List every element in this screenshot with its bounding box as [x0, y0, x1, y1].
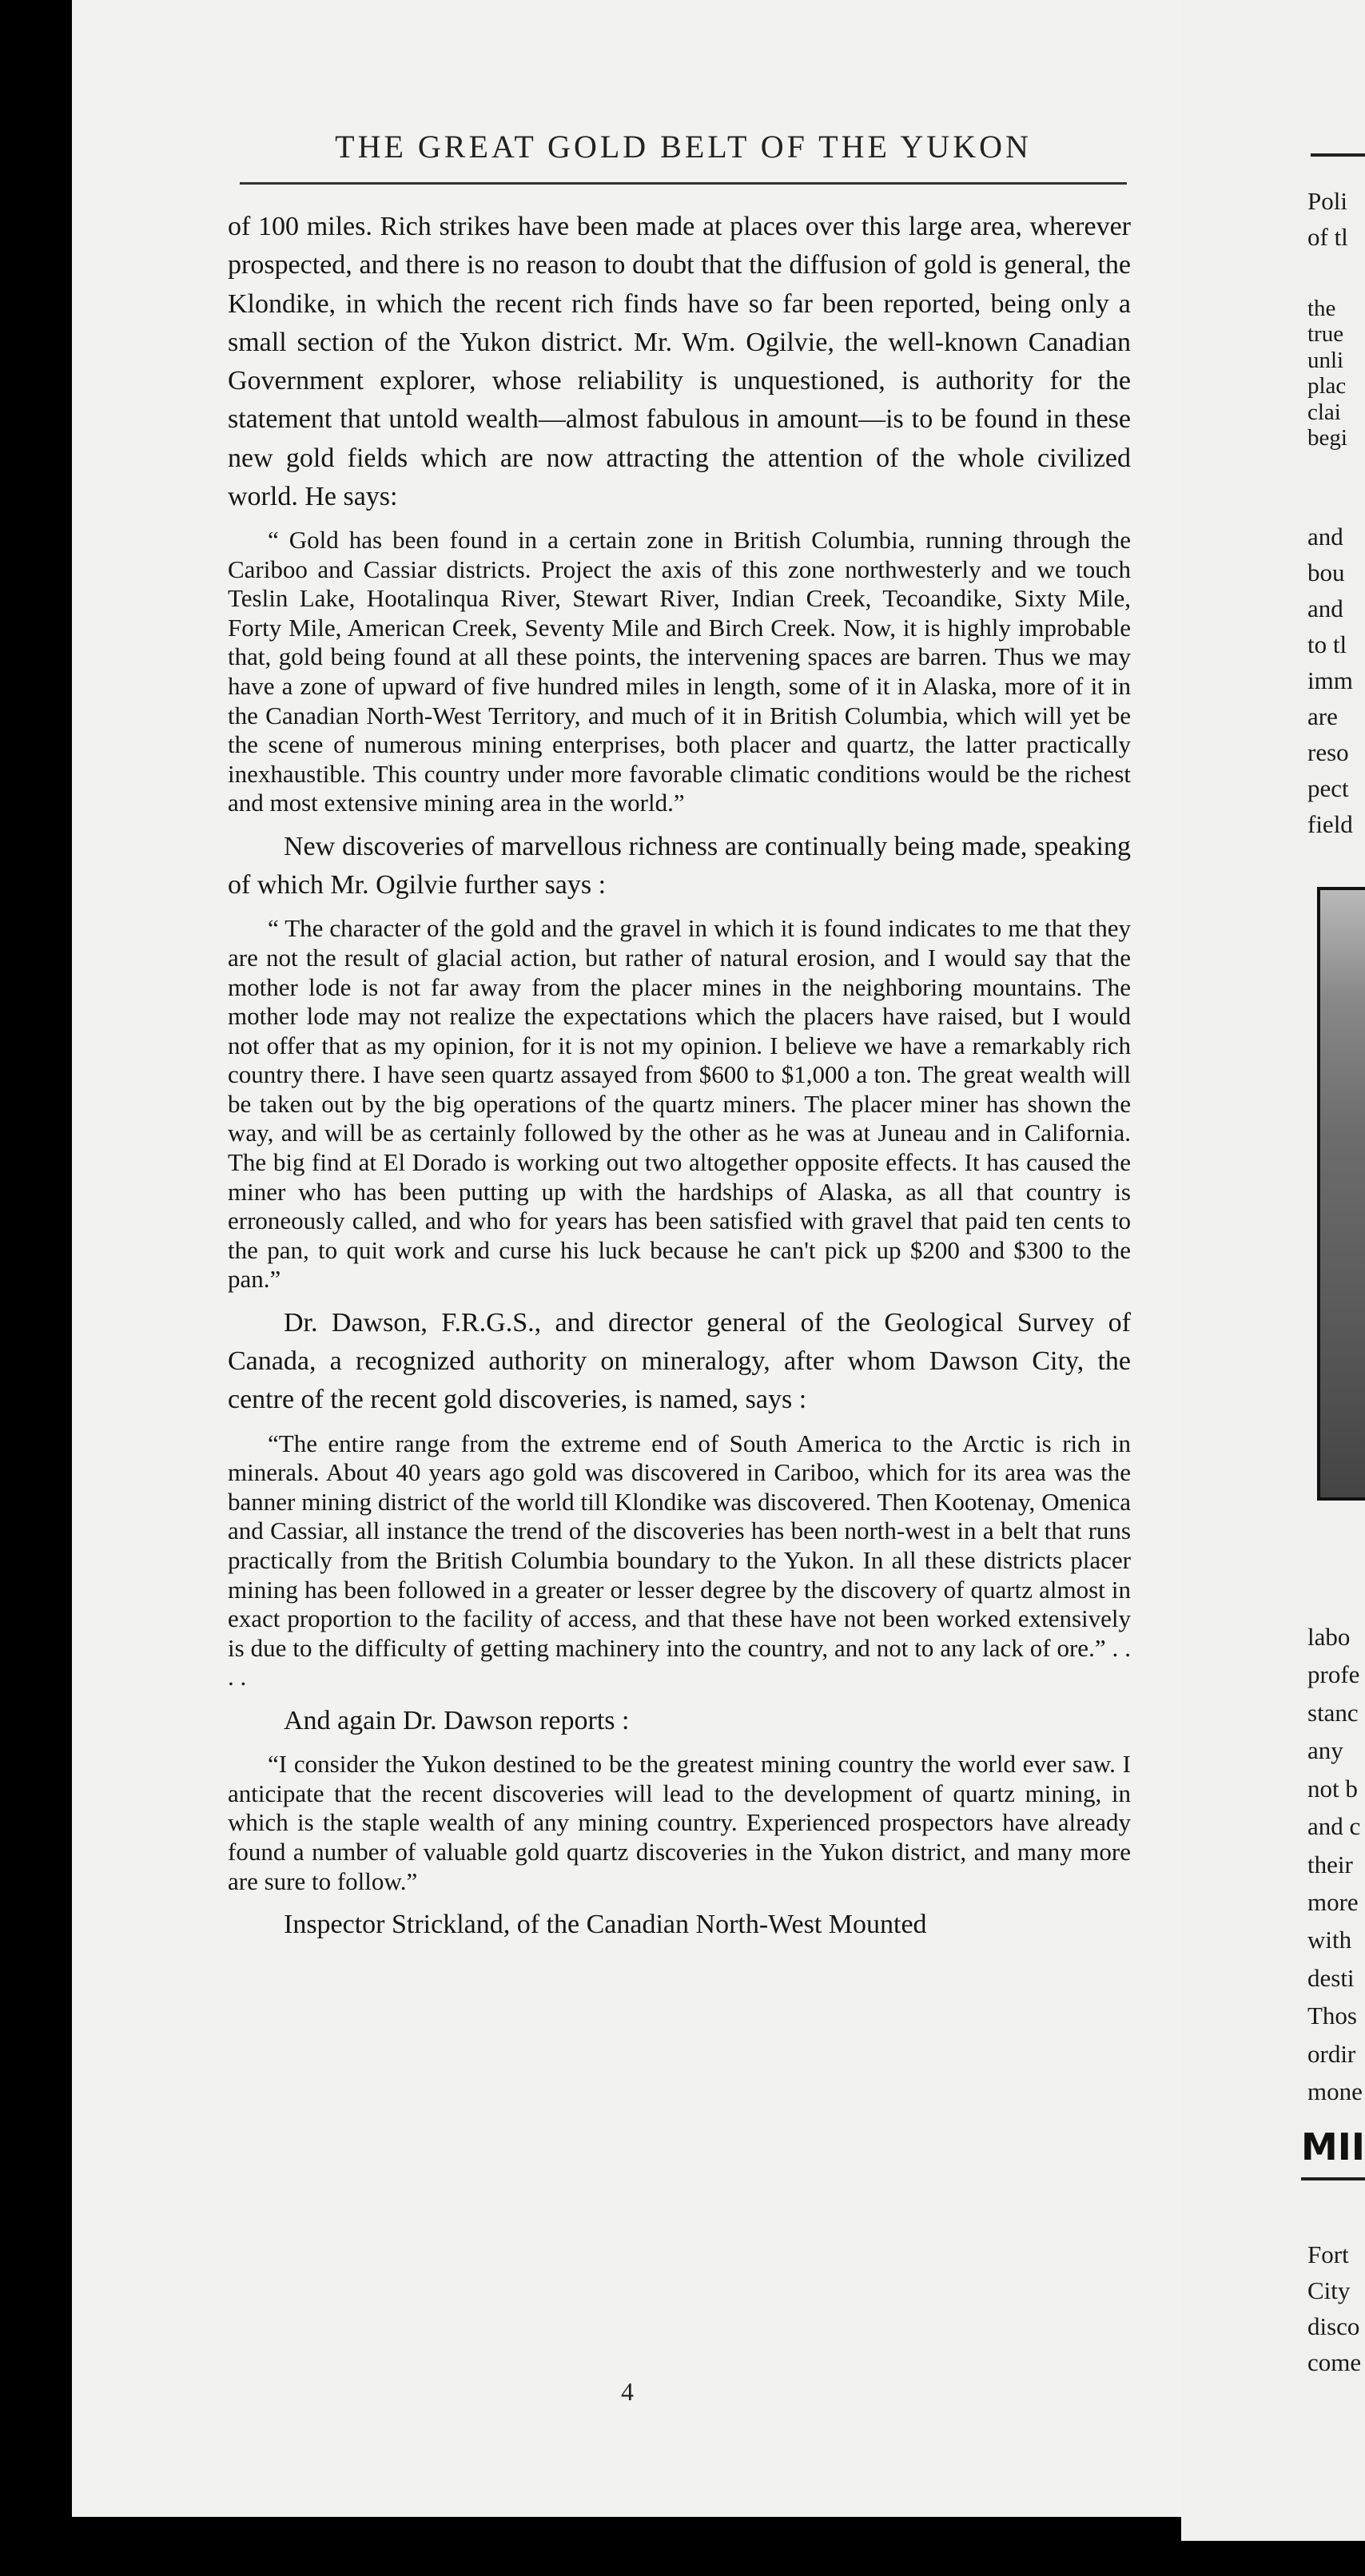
right-page-text-block3	[1307, 519, 1365, 842]
text-line: are	[1307, 702, 1338, 730]
text-line: ordir	[1307, 2039, 1356, 2068]
text-line: Poli	[1307, 187, 1347, 215]
text-line: unli	[1307, 347, 1344, 373]
text-line: disco	[1307, 2312, 1360, 2340]
right-page-text-block2	[1307, 296, 1365, 451]
quote-dawson-yukon: “I consider the Yukon destined to be the greatest mining country the world ever saw. I anticipate that the recent discoveries will lead to the development of quartz mining, in which is the staple wealth of any mining country. Experienced prospectors have already found a number of valuable gold quartz discoveries in the Yukon district, and many more are sure to follow.”	[228, 1750, 1131, 1895]
running-head: THE GREAT GOLD BELT OF THE YUKON	[335, 129, 1032, 165]
right-page-photograph	[1317, 887, 1365, 1501]
text-line: come	[1307, 2347, 1362, 2376]
right-page-section-heading: MII	[1301, 2125, 1365, 2169]
header-rule	[240, 182, 1127, 185]
quote-dawson-range: “The entire range from the extreme end of South America to the Arctic is rich in minerals. About 40 years ago gold was discovered in Cariboo, which for its area was the banner mining district of the world till Klondike was discovered. Then Kootenay, Omenica and Cassiar, all instance the trend of the discoveries has been north-west in a belt that runs practically from the British Columbia boundary to the Yukon. In all these districts placer mining has been followed in a greater or lesser degree by the discovery of quartz almost in exact proportion to the facility of access, and that these have not been worked extensively is due to the difficulty of getting machinery into the country, and not to any lack of ore.” . . . .	[228, 1429, 1131, 1691]
paragraph-ogilvie-intro: of 100 miles. Rich strikes have been made at places over this large area, wherever prospected, and there is no reason to doubt that the diffusion of gold is general, the Klondike, in which the recent rich finds have so far been reported, being only a small section of the Yukon district. Mr. Wm. Ogilvie, the well-known Canadian Government explorer, whose reliability is unquestioned, is authority for the statement that untold wealth—almost fabulous in amount—is to be found in these new gold fields which are now attracting the attention of the whole civilized world. He says:	[228, 212, 1131, 511]
text-line: mone	[1307, 2077, 1363, 2106]
right-page-text-top	[1307, 184, 1365, 256]
right-page-heading-rule	[1301, 2177, 1365, 2180]
text-line: Fort	[1307, 2240, 1349, 2268]
text-line: bou	[1307, 558, 1345, 586]
text-line: clai	[1307, 399, 1341, 425]
text-line: the	[1307, 296, 1336, 321]
right-page-header-rule	[1311, 153, 1365, 157]
text-line: labo	[1307, 1623, 1351, 1651]
text-line: and c	[1307, 1812, 1361, 1841]
text-line: begi	[1307, 425, 1347, 451]
text-line: profe	[1307, 1660, 1360, 1689]
page-number: 4	[621, 2377, 634, 2406]
text-line: field	[1307, 809, 1353, 838]
text-line: more	[1307, 1887, 1359, 1916]
paragraph-new-discoveries: New discoveries of marvellous richness are continually being made, speaking of which Mr. Ogilvie further says :	[228, 831, 1131, 900]
quote-ogilvie-zone: “ Gold has been found in a certain zone in British Columbia, running through the Cariboo and Cassiar districts. Project the axis of this zone northwesterly and we touch Teslin Lake, Hootalinqua River, Stewart River, Indian Creek, Tecoandike, Sixty Mile, Forty Mile, American Creek, Seventy Mile and Birch Creek. Now, it is highly improbable that, gold being found at all these points, the intervening spaces are barren. Thus we may have a zone of upward of five hundred miles in length, some of it in Alaska, more of it in the Canadian North-West Territory, and much of it in British Columbia, which will yet be the scene of numerous mining enterprises, both placer and quartz, the latter practically inexhaustible. This country under more favorable climatic conditions would be the richest and most extensive mining area in the world.”	[228, 526, 1131, 817]
text-line: and	[1307, 594, 1343, 622]
text-line: Thos	[1307, 2002, 1357, 2030]
body-text	[228, 208, 1131, 1944]
paragraph-dawson-intro: Dr. Dawson, F.R.G.S., and director general of the Geological Survey of Canada, a recognized authority on mineralogy, after whom Dawson City, the centre of the recent gold discoveries, is named, says :	[228, 1307, 1131, 1415]
right-page-text-block4	[1307, 1618, 1365, 2110]
text-line: true	[1307, 321, 1344, 348]
right-page-text-block5	[1307, 2237, 1365, 2381]
left-page	[72, 0, 1184, 2517]
text-line: plac	[1307, 373, 1347, 400]
text-line: imm	[1307, 666, 1353, 694]
text-line: with	[1307, 1926, 1352, 1954]
quote-ogilvie-gravel: “ The character of the gold and the gravel in which it is found indicates to me that they are not the result of glacial action, but rather of natural erosion, and I would say that the mother lode is not far away from the placer mines in the neighboring mountains. The mother lode may not realize the expectations which the placers have raised, but I would not offer that as my opinion, for it is not my opinion. I believe we have a remarkably rich country there. I have seen quartz assayed from $600 to $1,000 a ton. The great wealth will be taken out by the big operations of the quartz miners. The placer miner has shown the way, and will be as certainly followed by the other as he was at Juneau and in California. The big find at El Dorado is working out two altogether opposite effects. It has caused the miner who has been putting up with the hardships of Alaska, as all that country is erroneously called, and who for years has been satisfied with gravel that paid ten cents to the pan, to quit work and curse his luck because he can't pick up $200 and $300 to the pan.”	[228, 914, 1131, 1294]
text-line: pect	[1307, 773, 1349, 802]
paragraph-strickland: Inspector Strickland, of the Canadian North-West Mounted	[284, 1910, 927, 1940]
text-line: and	[1307, 523, 1343, 551]
text-line: City	[1307, 2276, 1351, 2304]
paragraph-dawson-again: And again Dr. Dawson reports :	[284, 1705, 630, 1735]
text-line: reso	[1307, 737, 1349, 766]
text-line: of tl	[1307, 222, 1348, 251]
text-line: stanc	[1307, 1698, 1359, 1727]
text-line: any	[1307, 1736, 1343, 1765]
text-line: not b	[1307, 1774, 1358, 1803]
text-line: to tl	[1307, 630, 1347, 658]
text-line: their	[1307, 1850, 1353, 1878]
text-line: desti	[1307, 1963, 1355, 1992]
